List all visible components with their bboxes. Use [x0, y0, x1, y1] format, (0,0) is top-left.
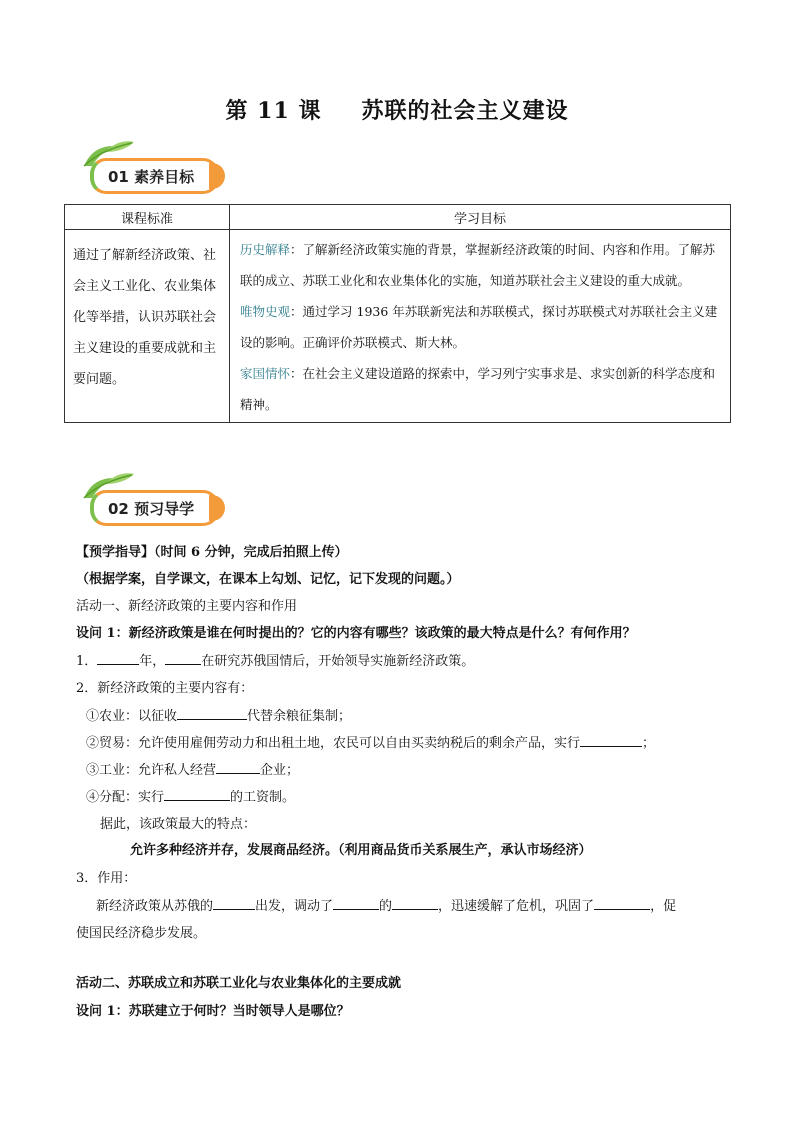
answer-blank[interactable] — [580, 734, 642, 747]
answer-blank[interactable] — [392, 897, 438, 910]
question: 设问 1：新经济政策是谁在何时提出的？它的内容有哪些？该政策的最大特点是什么？有何作用？ — [76, 626, 636, 641]
question: 设问 1：苏联建立于何时？当时领导人是哪位？ — [76, 1004, 350, 1019]
feature-text: 允许多种经济并存，发展商品经济。（利用商品货币关系展生产，承认市场经济） — [130, 843, 592, 858]
activity-heading: 活动二、苏联成立和苏联工业化与农业集体化的主要成就 — [76, 976, 402, 991]
section-label: 02 预习导学 — [90, 490, 219, 526]
goal-item: 唯物史观：通过学习 1936 年苏联新宪法和苏联模式，探讨苏联模式对苏联社会主义建设的影响。正确评价苏联模式、斯大林。 — [240, 304, 718, 350]
content-industry: ③工业：允许私人经营 企业； — [86, 763, 300, 778]
table-header: 学习目标 — [230, 205, 731, 230]
effect-line: 新经济政策从苏俄的 出发，调动了 的 ，迅速缓解了危机，巩固了 ，促 — [96, 899, 677, 914]
section-label: 01 素养目标 — [90, 158, 219, 194]
answer-blank[interactable] — [216, 761, 260, 774]
activity-heading: 活动一、新经济政策的主要内容和作用 — [76, 599, 298, 614]
item-1: 1． 年， 在研究苏俄国情后，开始领导实施新经济政策。 — [76, 654, 475, 669]
item-3: 3．作用： — [76, 871, 137, 886]
answer-blank[interactable] — [164, 788, 230, 801]
answer-blank[interactable] — [213, 897, 255, 910]
content-agriculture: ①农业：以征收 代替余粮征集制； — [86, 709, 352, 724]
course-standard-cell: 通过了解新经济政策、社会主义工业化、农业集体化等举措，认识苏联社会主义建设的重要成就和主要问题。 — [65, 230, 230, 423]
goal-item: 家国情怀：在社会主义建设道路的探索中，学习列宁实事求是、求实创新的科学态度和精神。 — [240, 366, 716, 412]
content-distribution: ④分配：实行 的工资制。 — [86, 790, 296, 805]
page-title: 第 11 课 苏联的社会主义建设 — [225, 98, 569, 124]
answer-blank[interactable] — [165, 652, 201, 665]
guide-instruction: （根据学案，自学课文，在课本上勾划、记忆，记下发现的问题。） — [76, 572, 460, 587]
guide-title: 【预学指导】（时间 6 分钟，完成后拍照上传） — [76, 545, 348, 560]
feature-intro: 据此，该政策最大的特点： — [100, 817, 257, 832]
effect-line-cont: 使国民经济稳步发展。 — [76, 926, 207, 941]
section-banner-preview — [76, 478, 246, 528]
item-2: 2．新经济政策的主要内容有： — [76, 681, 254, 696]
goals-table — [64, 204, 731, 423]
content-trade: ②贸易：允许使用雇佣劳动力和出租土地，农民可以自由买卖纳税后的剩余产品，实行 ； — [86, 736, 656, 751]
section-banner-goals — [76, 146, 246, 196]
goal-item: 历史解释：了解新经济政策实施的背景，掌握新经济政策的时间、内容和作用。了解苏联的成立、苏联工业化和农业集体化的实施，知道苏联社会主义建设的重大成就。 — [240, 242, 716, 288]
answer-blank[interactable] — [177, 707, 247, 720]
learning-goals-cell — [230, 230, 731, 423]
answer-blank[interactable] — [97, 652, 139, 665]
table-header: 课程标准 — [65, 205, 230, 230]
answer-blank[interactable] — [333, 897, 379, 910]
answer-blank[interactable] — [594, 897, 650, 910]
